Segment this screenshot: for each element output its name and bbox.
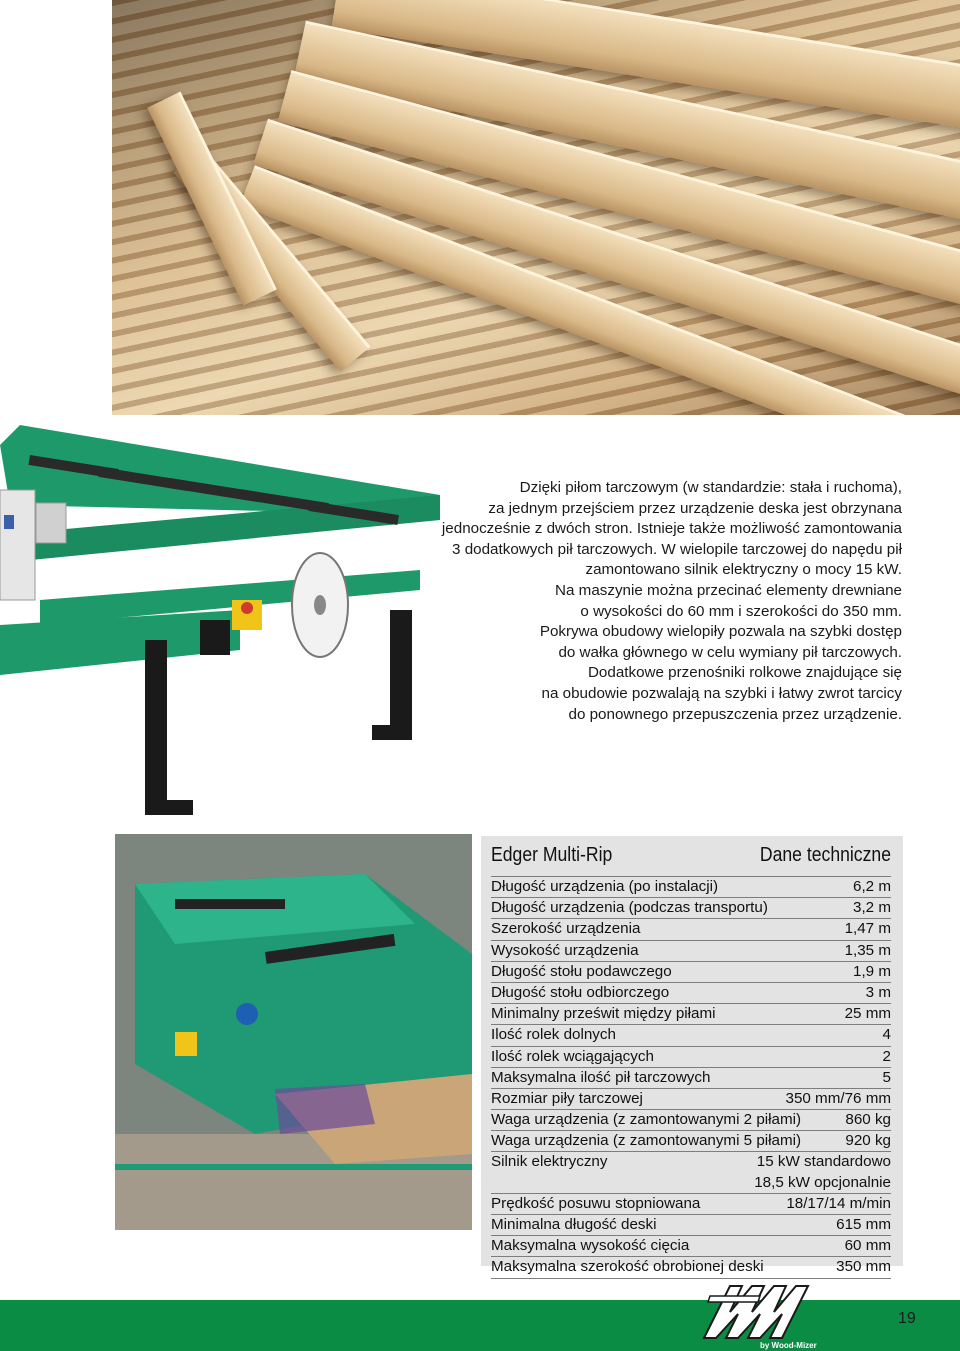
specs-header (491, 844, 891, 872)
handwheel (292, 553, 348, 657)
spec-row (491, 876, 891, 897)
spec-value: 18/17/14 m/min (786, 1194, 891, 1212)
edger-machine-illustration (0, 385, 460, 825)
spec-row (491, 918, 891, 939)
spec-label: Rozmiar piły tarczowej (491, 1089, 643, 1107)
spec-value: 350 mm (836, 1258, 891, 1276)
intro-line: na obudowie pozwalają na szybki i łatwy zwrot tarcicy (541, 684, 902, 702)
spec-value: 350 mm/76 mm (785, 1089, 891, 1107)
spec-value: 860 kg (845, 1111, 891, 1129)
spec-value: 25 mm (844, 1005, 891, 1023)
spec-row (491, 1067, 891, 1088)
spec-row (491, 1109, 891, 1130)
spec-row (491, 1235, 891, 1256)
lumber-planks-photo (112, 0, 960, 415)
spec-label: Wysokość urządzenia (491, 941, 639, 959)
spec-value: 3 m (865, 983, 891, 1001)
spec-label: Maksymalna ilość pił tarczowych (491, 1068, 711, 1086)
intro-line: Pokrywa obudowy wielopiły pozwala na szybki dostęp (539, 623, 902, 641)
spec-label: Minimalna długość deski (491, 1216, 657, 1233)
spec-value: 1,9 m (853, 962, 891, 980)
spec-label: Waga urządzenia (z zamontowanymi 5 piłami) (491, 1132, 802, 1150)
spec-value: 920 kg (845, 1132, 891, 1150)
spec-label: Waga urządzenia (z zamontowanymi 2 piłami) (491, 1111, 802, 1129)
spec-label: Długość stołu odbiorczego (491, 983, 670, 1001)
spec-row (491, 1130, 891, 1151)
spec-value: 6,2 m (853, 878, 891, 895)
intro-line: do wałka głównego w celu wymiany pił tarczowych. (558, 643, 902, 661)
spec-label: Długość urządzenia (podczas transportu) (491, 899, 768, 917)
spec-value: 15 kW standardowo (756, 1153, 891, 1171)
spec-label: Maksymalna wysokość cięcia (491, 1237, 690, 1255)
spec-value: 1,47 m (844, 920, 891, 938)
spec-value: 615 mm (836, 1216, 891, 1233)
technical-specs-table (481, 836, 903, 1276)
intro-paragraph (440, 478, 902, 725)
page-number: 19 (898, 1310, 916, 1327)
intro-line: jednocześnie z dwóch stron. Istnieje także możliwość zamontowania (441, 520, 902, 538)
spec-row (491, 1151, 891, 1172)
spec-label: Ilość rolek wciągających (491, 1047, 654, 1065)
stop-button (232, 600, 262, 630)
intro-line: Na maszynie można przecinać elementy drewniane (555, 581, 902, 599)
specs-rows (491, 876, 891, 1279)
spec-row (491, 897, 891, 918)
spec-row (491, 940, 891, 961)
spec-row (491, 1256, 891, 1278)
spec-value: 18,5 kW opcjonalnie (754, 1173, 891, 1191)
spec-value: 60 mm (844, 1237, 891, 1255)
spec-label: Ilość rolek dolnych (491, 1026, 616, 1044)
spec-row (491, 961, 891, 982)
spec-row (491, 1024, 891, 1045)
spec-value: 1,35 m (844, 941, 891, 959)
spec-row (491, 1046, 891, 1067)
edger-machine-photo (115, 834, 472, 1230)
product-name: Edger Multi-Rip (491, 844, 613, 866)
intro-line: Dzięki piłom tarczowym (w standardzie: stała i ruchoma), (519, 479, 902, 496)
spec-row (491, 1173, 891, 1193)
spec-row (491, 1088, 891, 1109)
spec-label: Długość urządzenia (po instalacji) (491, 878, 719, 895)
intro-line: do ponownego przepuszczenia przez urządzenie. (568, 705, 902, 723)
woodmizer-logo (700, 1278, 840, 1351)
spec-row (491, 982, 891, 1003)
intro-line: za jednym przejściem przez urządzenie deska jest obrzynana (488, 499, 902, 517)
intro-line: o wysokości do 60 mm i szerokości do 350 mm. (580, 602, 902, 620)
spec-label: Szerokość urządzenia (491, 920, 641, 938)
spec-value: 4 (882, 1026, 891, 1044)
spec-label: Minimalny prześwit między piłami (491, 1005, 716, 1023)
spec-value: 5 (882, 1068, 891, 1086)
spec-label: Długość stołu podawczego (491, 962, 672, 980)
intro-line: 3 dodatkowych pił tarczowych. W wielopile tarczowej do napędu pił (452, 540, 902, 558)
specs-title: Dane techniczne (759, 844, 891, 866)
intro-line: Dodatkowe przenośniki rolkowe znajdujące się (587, 664, 902, 682)
spec-row (491, 1193, 891, 1214)
spec-label: Maksymalna szerokość obrobionej deski (491, 1258, 764, 1276)
spec-row (491, 1214, 891, 1235)
spec-value: 3,2 m (853, 899, 891, 917)
logo-tagline: by Wood-Mizer (760, 1341, 817, 1350)
intro-line: zamontowano silnik elektryczny o mocy 15 kW. (585, 561, 902, 579)
spec-value: 2 (882, 1047, 891, 1065)
spec-label: Silnik elektryczny (491, 1153, 608, 1171)
spec-row (491, 1003, 891, 1024)
spec-label: Prędkość posuwu stopniowana (491, 1194, 701, 1212)
